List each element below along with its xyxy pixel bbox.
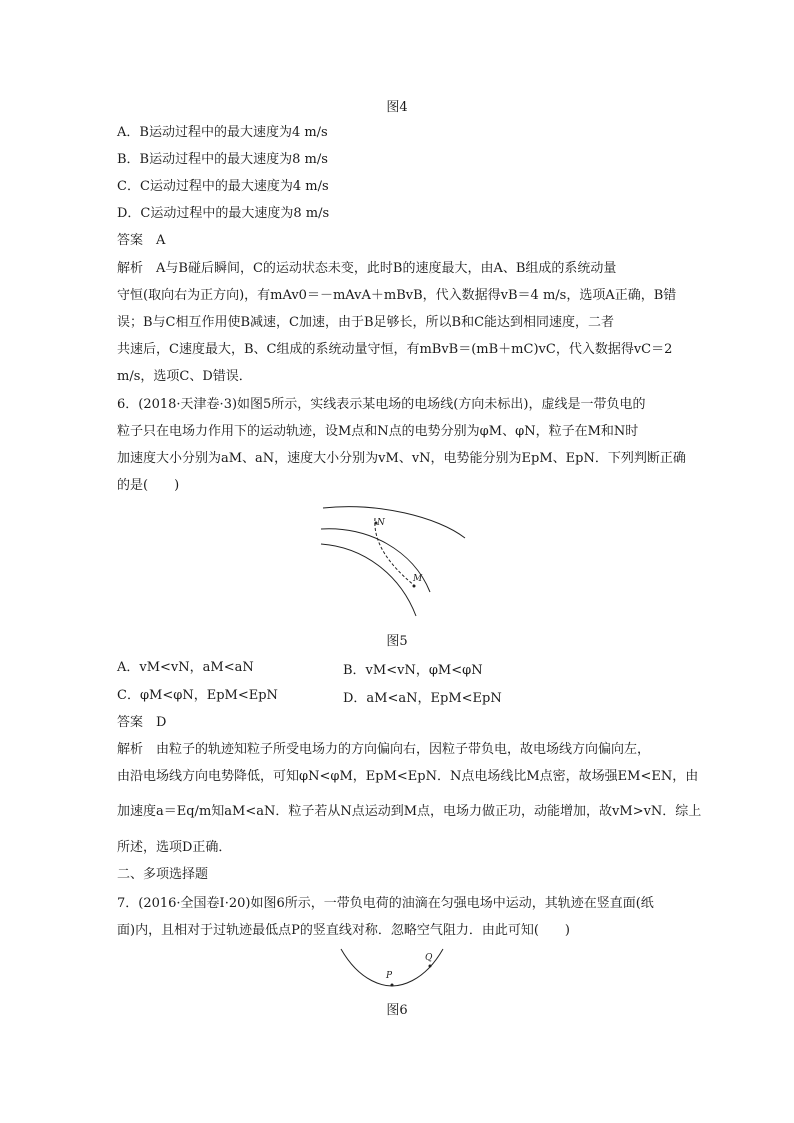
q5-analysis-line-5: m/s，选项C、D错误． bbox=[117, 369, 252, 384]
q6-option-b: B．vM<vN，φM<φN bbox=[343, 663, 483, 678]
fig6-point-p bbox=[391, 984, 394, 987]
q5-option-c: C．C运动过程中的最大速度为4 m/s bbox=[117, 179, 329, 194]
q6-stem-line-4: 的是( ) bbox=[117, 478, 180, 493]
q7-stem-line-2: 面)内，且相对于过轨迹最低点P的竖直线对称．忽略空气阻力．由此可知( ) bbox=[117, 923, 570, 938]
fig6-label-p: P bbox=[386, 971, 393, 981]
q6-option-c: C．φM<φN，EpM<EpN bbox=[117, 688, 278, 703]
fig5-field-line-inner bbox=[321, 544, 416, 616]
fig5-point-m bbox=[413, 585, 416, 588]
q5-analysis-line-4: 共速后，C速度最大，B、C组成的系统动量守恒，有mBvB＝(mB＋mC)vC，代入数据得vC＝2 bbox=[117, 342, 673, 357]
fig5-trajectory-dashed bbox=[375, 518, 415, 586]
fig5-diagram bbox=[318, 502, 470, 622]
q6-option-d: D．aM<aN，EpM<EpN bbox=[343, 691, 502, 706]
q6-stem-line-3: 加速度大小分别为aM、aN，速度大小分别为vM、vN，电势能分别为EpM、EpN．下列判断正确 bbox=[117, 451, 686, 466]
q7-stem-line-1: 7．(2016·全国卷Ⅰ·20)如图6所示，一带负电荷的油滴在匀强电场中运动，其轨迹在竖直面(纸 bbox=[117, 896, 654, 911]
q6-stem-line-2: 粒子只在电场力作用下的运动轨迹，设M点和N点的电势分别为φM、φN，粒子在M和N时 bbox=[117, 424, 639, 439]
fig6-point-q bbox=[429, 965, 432, 968]
q5-option-b: B．B运动过程中的最大速度为8 m/s bbox=[117, 152, 328, 167]
q6-answer: 答案 D bbox=[117, 715, 167, 730]
q6-analysis-line-1: 解析 由粒子的轨迹知粒子所受电场力的方向偏向右，因粒子带负电，故电场线方向偏向左， bbox=[117, 742, 651, 757]
q6-analysis-line-3: 加速度a＝Eq/m知aM<aN．粒子若从N点运动到M点，电场力做正功，动能增加，故vM>vN．综上 bbox=[117, 804, 702, 819]
fig5-field-line-outer bbox=[323, 507, 465, 538]
fig5-label-n: N bbox=[377, 518, 385, 528]
section-title: 二、多项选择题 bbox=[117, 867, 209, 882]
q5-analysis-line-2: 守恒(取向右为正方向)，有mAv0＝－mAvA＋mBvB，代入数据得vB＝4 m/s，选项A正确，B错 bbox=[117, 288, 677, 303]
q5-analysis-line-1: 解析 A与B碰后瞬间，C的运动状态未变，此时B的速度最大，由A、B组成的系统动量 bbox=[117, 261, 617, 276]
fig5-label-m: M bbox=[413, 574, 423, 584]
q5-answer: 答案 A bbox=[117, 233, 166, 248]
q6-analysis-line-4: 所述，选项D正确． bbox=[117, 840, 232, 855]
q5-analysis-line-3: 误；B与C相互作用使B减速，C加速，由于B足够长，所以B和C能达到相同速度，二者 bbox=[117, 315, 615, 330]
fig6-label-q: Q bbox=[425, 953, 433, 963]
fig6-diagram bbox=[336, 944, 448, 990]
fig5-caption: 图5 bbox=[386, 634, 408, 649]
fig6-caption: 图6 bbox=[386, 1003, 408, 1018]
fig4-caption: 图4 bbox=[386, 100, 408, 115]
q6-option-a: A．vM<vN，aM<aN bbox=[117, 660, 254, 675]
q5-option-a: A．B运动过程中的最大速度为4 m/s bbox=[117, 125, 328, 140]
q5-option-d: D．C运动过程中的最大速度为8 m/s bbox=[117, 206, 330, 221]
q6-analysis-line-2: 由沿电场线方向电势降低，可知φN<φM，EpM<EpN．N点电场线比M点密，故场强EM<EN，由 bbox=[117, 769, 699, 784]
q6-stem-line-1: 6．(2018·天津卷·3)如图5所示，实线表示某电场的电场线(方向未标出)，虚线是一带负电的 bbox=[117, 397, 646, 412]
